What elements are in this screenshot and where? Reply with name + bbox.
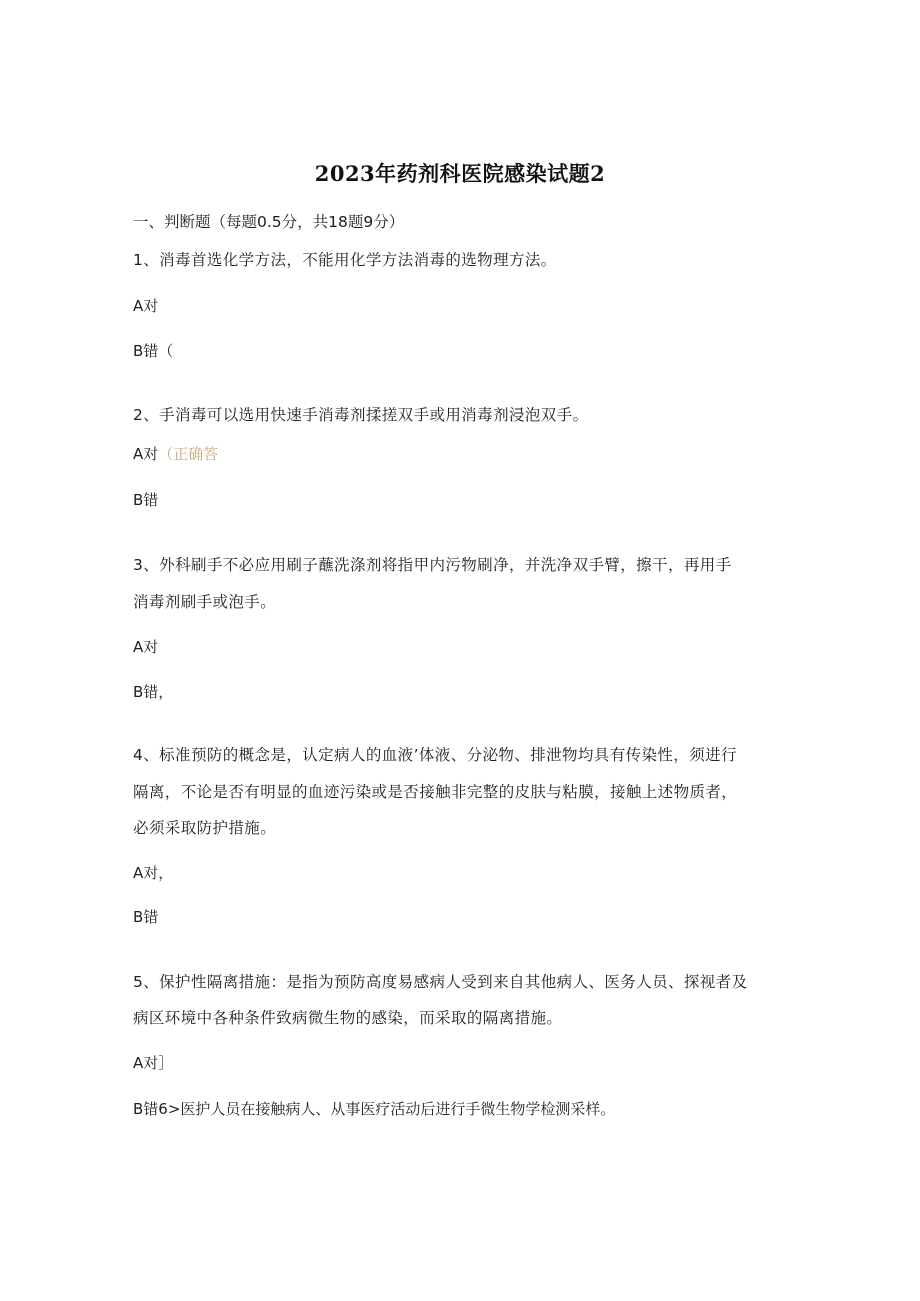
- document-title: 2023年药剂科医院感染试题2: [314, 161, 606, 186]
- question-5-option-b: B错6>医护人员在接触病人、从事医疗活动后进行手微生物学检测采样。: [133, 1100, 616, 1118]
- question-4-option-a: A对，: [133, 864, 174, 882]
- question-4-option-b: B错: [133, 908, 159, 926]
- question-5-text-line-1: 5、保护性隔离措施：是指为预防高度易感病人受到来自其他病人、医务人员、探视者及: [133, 973, 748, 991]
- question-5-text-line-2: 病区环境中各种条件致病微生物的感染，而采取的隔离措施。: [133, 1009, 563, 1027]
- question-3-text-line-1: 3、外科刷手不必应用刷子蘸洗涤剂将指甲内污物刷净，并洗净双手臂，擦干，再用手: [133, 556, 732, 574]
- question-2-text: 2、手消毒可以选用快速手消毒剂揉搓双手或用消毒剂浸泡双手。: [133, 406, 589, 424]
- question-4-text-line-1: 4、标准预防的概念是，认定病人的血液’体液、分泌物、排泄物均具有传染性，须进行: [133, 746, 737, 764]
- question-5-option-a: A对］: [133, 1054, 174, 1072]
- question-1-option-b: B错（: [133, 342, 174, 360]
- question-4-text-line-2: 隔离，不论是否有明显的血迹污染或是否接触非完整的皮肤与粘膜，接触上述物质者，: [133, 783, 738, 801]
- question-3-option-a: A对: [133, 638, 159, 656]
- section-heading: 一、判断题（每题0.5分，共18题9分）: [133, 213, 405, 231]
- question-2-option-b: B错: [133, 491, 159, 509]
- question-2-option-a: A对（正确答: [133, 445, 219, 463]
- question-1-option-a: A对: [133, 297, 159, 315]
- answer-note: （正确答: [158, 445, 219, 463]
- question-3-text-line-2: 消毒剂刷手或泡手。: [133, 593, 277, 611]
- question-1-text: 1、消毒首选化学方法，不能用化学方法消毒的选物理方法。: [133, 251, 557, 269]
- question-4-text-line-3: 必须采取防护措施。: [133, 819, 277, 837]
- question-3-option-b: B错，: [133, 683, 174, 701]
